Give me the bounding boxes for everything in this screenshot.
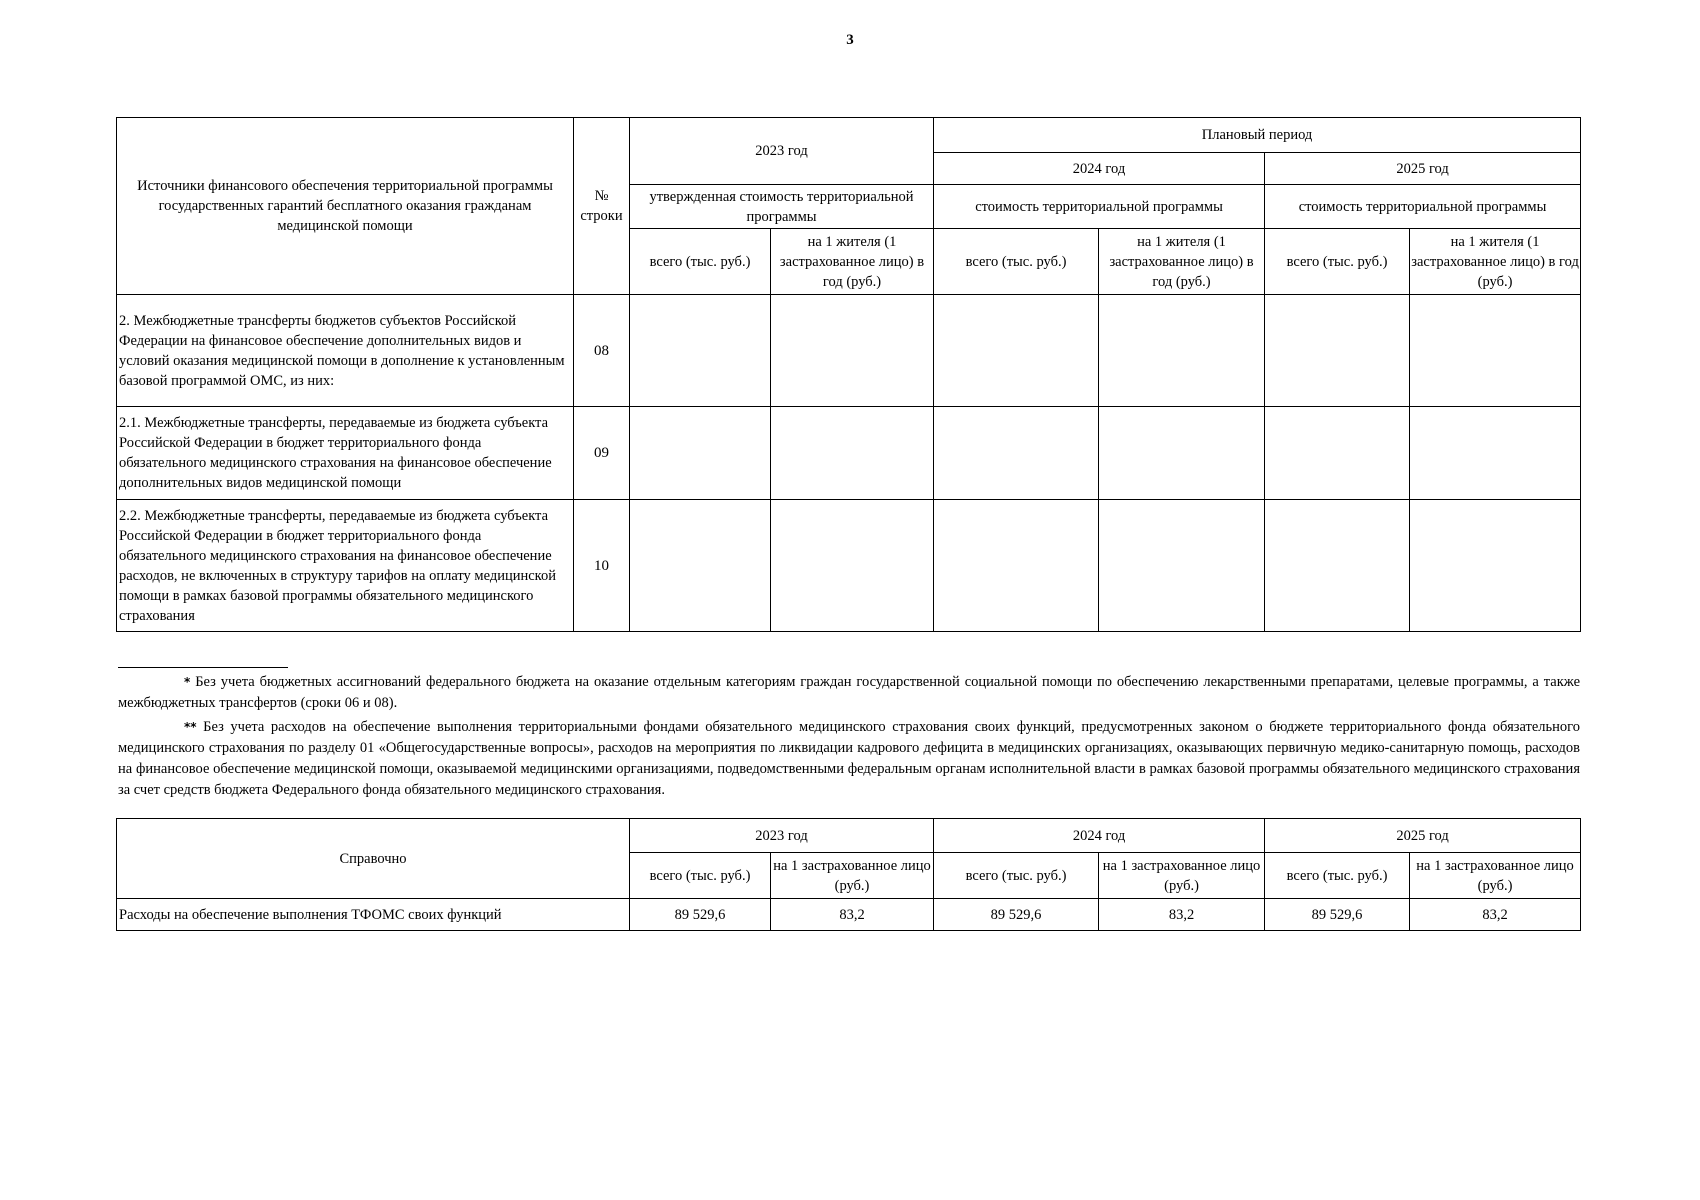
footnote-mark: *: [184, 675, 191, 689]
cell-per-capita-2023: [771, 500, 934, 632]
financing-sources-table: [116, 117, 1581, 632]
header-per-capita-2025: на 1 жителя (1 застрахованное лицо) в год (руб.): [1410, 229, 1581, 295]
cell-per-capita-2024: [1099, 407, 1265, 500]
header-total-2024: всего (тыс. руб.): [934, 853, 1099, 899]
footnote-mark: **: [184, 720, 197, 734]
cell-total-2025: [1265, 295, 1410, 407]
header-total-2024: всего (тыс. руб.): [934, 229, 1099, 295]
table-row: [117, 295, 1581, 407]
cell-total-2024: 89 529,6: [934, 899, 1099, 931]
cell-total-2023: [630, 407, 771, 500]
reference-table: [116, 818, 1581, 931]
header-year-2023: 2023 год: [630, 118, 934, 185]
footnote-separator: [118, 667, 288, 668]
cell-per-capita-2025: [1410, 407, 1581, 500]
table-row: [117, 407, 1581, 500]
header-total-2023: всего (тыс. руб.): [630, 229, 771, 295]
header-per-capita-2024: на 1 жителя (1 застрахованное лицо) в год (руб.): [1099, 229, 1265, 295]
header-cost-2024: стоимость территориальной программы: [934, 185, 1265, 229]
row-code: 09: [574, 407, 630, 500]
cell-per-capita-2024: [1099, 295, 1265, 407]
header-total-2023: всего (тыс. руб.): [630, 853, 771, 899]
header-per-capita-2023: на 1 жителя (1 застрахованное лицо) в год (руб.): [771, 229, 934, 295]
header-total-2025: всего (тыс. руб.): [1265, 229, 1410, 295]
header-total-2025: всего (тыс. руб.): [1265, 853, 1410, 899]
cell-per-insured-2023: 83,2: [771, 899, 934, 931]
header-cost-2025: стоимость территориальной программы: [1265, 185, 1581, 229]
row-source-text: 2. Межбюджетные трансферты бюджетов субъектов Российской Федерации на финансовое обеспечение дополнительных видов и условий оказания медицинской помощи в дополнение к установленным базовой программой ОМС, из них:: [117, 295, 574, 407]
cell-per-insured-2025: 83,2: [1410, 899, 1581, 931]
row-source-text: 2.2. Межбюджетные трансферты, передаваемые из бюджета субъекта Российской Федерации в бюджет территориального фонда обязательного медицинского страхования на финансовое обеспечение расходов, не включенных в структуру тарифов на оплату медицинской помощи в рамках базовой программы обязательного медицинского страхования: [117, 500, 574, 632]
header-year-2024: 2024 год: [934, 819, 1265, 853]
header-year-2024: 2024 год: [934, 153, 1265, 185]
header-year-2025: 2025 год: [1265, 819, 1581, 853]
cell-total-2024: [934, 500, 1099, 632]
cell-total-2023: 89 529,6: [630, 899, 771, 931]
cell-total-2024: [934, 295, 1099, 407]
cell-per-capita-2025: [1410, 500, 1581, 632]
header-source-column: Источники финансового обеспечения территориальной программы государственных гарантий бесплатного оказания гражданам медицинской помощи: [117, 118, 574, 295]
footnote-text: Без учета расходов на обеспечение выполнения территориальными фондами обязательного медицинского страхования своих функций, предусмотренных законом о бюджете территориального фонда обязательного медицинского страхования по разделу 01 «Общегосударственные вопросы», расходов на мероприятия по ликвидации кадрового дефицита в медицинских организациях, оказывающих первичную медико-санитарную помощь, расходов на финансовое обеспечение медицинской помощи, оказываемой медицинскими организациями, подведомственными федеральным органам исполнительной власти в рамках базовой программы обязательного медицинского страхования за счет средств бюджета Федерального фонда обязательного медицинского страхования.: [118, 719, 1580, 798]
cell-total-2023: [630, 295, 771, 407]
cell-total-2024: [934, 407, 1099, 500]
header-year-2023: 2023 год: [630, 819, 934, 853]
footnotes: [118, 672, 1580, 804]
footnote: [118, 672, 1580, 714]
header-reference-label: Справочно: [117, 819, 630, 899]
cell-total-2023: [630, 500, 771, 632]
table-row: [117, 500, 1581, 632]
header-row-number: № строки: [574, 118, 630, 295]
header-year-2025: 2025 год: [1265, 153, 1581, 185]
footnote: [118, 717, 1580, 801]
cell-total-2025: 89 529,6: [1265, 899, 1410, 931]
cell-per-capita-2025: [1410, 295, 1581, 407]
header-per-insured-2025: на 1 застрахованное лицо (руб.): [1410, 853, 1581, 899]
cell-total-2025: [1265, 500, 1410, 632]
footnote-text: Без учета бюджетных ассигнований федерального бюджета на оказание отдельным категориям граждан государственной социальной помощи по обеспечению лекарственными препаратами, целевые программы, а также межбюджетных трансфертов (сроки 06 и 08).: [118, 674, 1581, 711]
cell-per-capita-2023: [771, 295, 934, 407]
row-source-text: 2.1. Межбюджетные трансферты, передаваемые из бюджета субъекта Российской Федерации в бюджет территориального фонда обязательного медицинского страхования на финансовое обеспечение дополнительных видов медицинской помощи: [117, 407, 574, 500]
cell-per-insured-2024: 83,2: [1099, 899, 1265, 931]
row-code: 10: [574, 500, 630, 632]
table-row: [117, 899, 1581, 931]
row-label: Расходы на обеспечение выполнения ТФОМС своих функций: [117, 899, 630, 931]
cell-per-capita-2024: [1099, 500, 1265, 632]
cell-total-2025: [1265, 407, 1410, 500]
row-code: 08: [574, 295, 630, 407]
header-planned-period: Плановый период: [934, 118, 1581, 153]
page-number: 3: [846, 32, 854, 48]
header-per-insured-2023: на 1 застрахованное лицо (руб.): [771, 853, 934, 899]
header-per-insured-2024: на 1 застрахованное лицо (руб.): [1099, 853, 1265, 899]
cell-per-capita-2023: [771, 407, 934, 500]
header-approved-cost-2023: утвержденная стоимость территориальной программы: [630, 185, 934, 229]
